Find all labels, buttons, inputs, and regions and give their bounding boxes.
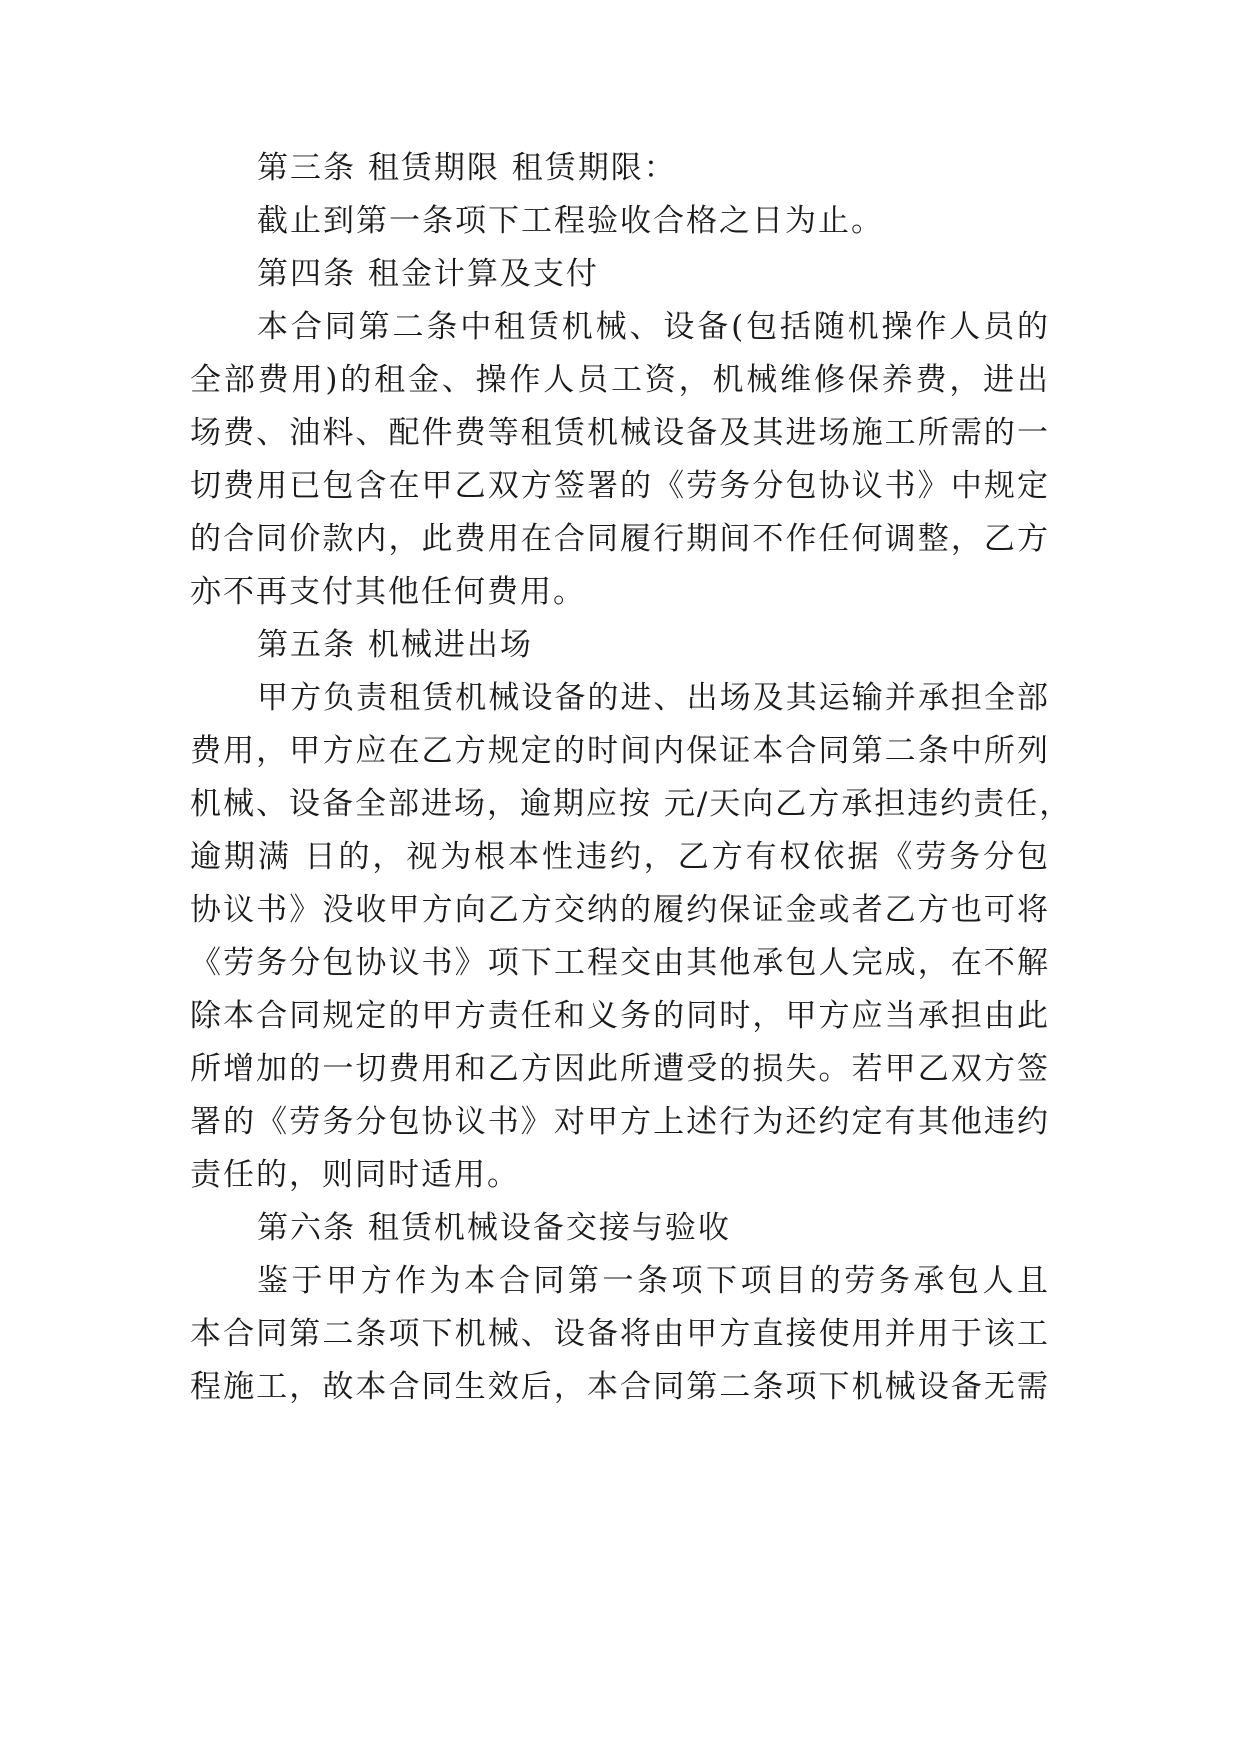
paragraph-line: 亦不再支付其他任何费用。 bbox=[190, 574, 586, 610]
paragraph-line: 责任的，则同时适用。 bbox=[190, 1157, 520, 1193]
paragraph-line: 费用，甲方应在乙方规定的时间内保证本合同第二条中所列 bbox=[190, 733, 1050, 769]
paragraph-line: 逾期满 日的，视为根本性违约，乙方有权依据《劳务分包 bbox=[190, 839, 1050, 875]
article-3-heading: 第三条 租赁期限 租赁期限： bbox=[257, 150, 677, 186]
paragraph-line: 截止到第一条项下工程验收合格之日为止。 bbox=[257, 203, 884, 239]
paragraph-line: 所增加的一切费用和乙方因此所遭受的损失。若甲乙双方签 bbox=[190, 1051, 1050, 1087]
paragraph-line: 场费、油料、配件费等租赁机械设备及其进场施工所需的一 bbox=[190, 415, 1050, 451]
paragraph-line: 机械、设备全部进场，逾期应按 元/天向乙方承担违约责任， bbox=[190, 786, 1073, 822]
paragraph-line: 署的《劳务分包协议书》对甲方上述行为还约定有其他违约 bbox=[190, 1104, 1050, 1140]
paragraph-line: 《劳务分包协议书》项下工程交由其他承包人完成，在不解 bbox=[190, 945, 1050, 981]
article-6-heading: 第六条 租赁机械设备交接与验收 bbox=[257, 1210, 731, 1246]
paragraph-line: 全部费用)的租金、操作人员工资，机械维修保养费，进出 bbox=[190, 362, 1050, 398]
paragraph-line: 切费用已包含在甲乙双方签署的《劳务分包协议书》中规定 bbox=[190, 468, 1050, 504]
article-4-heading: 第四条 租金计算及支付 bbox=[257, 256, 599, 292]
paragraph-line: 除本合同规定的甲方责任和义务的同时，甲方应当承担由此 bbox=[190, 998, 1050, 1034]
paragraph-line: 程施工，故本合同生效后，本合同第二条项下机械设备无需 bbox=[190, 1369, 1050, 1405]
paragraph-line: 的合同价款内，此费用在合同履行期间不作任何调整，乙方 bbox=[190, 521, 1050, 557]
paragraph-line: 甲方负责租赁机械设备的进、出场及其运输并承担全部 bbox=[257, 680, 1050, 716]
paragraph-line: 本合同第二条中租赁机械、设备(包括随机操作人员的 bbox=[257, 309, 1050, 345]
paragraph-line: 本合同第二条项下机械、设备将由甲方直接使用并用于该工 bbox=[190, 1316, 1050, 1352]
paragraph-line: 协议书》没收甲方向乙方交纳的履约保证金或者乙方也可将 bbox=[190, 892, 1050, 928]
article-5-heading: 第五条 机械进出场 bbox=[257, 627, 533, 663]
paragraph-line: 鉴于甲方作为本合同第一条项下项目的劳务承包人且 bbox=[257, 1263, 1050, 1299]
